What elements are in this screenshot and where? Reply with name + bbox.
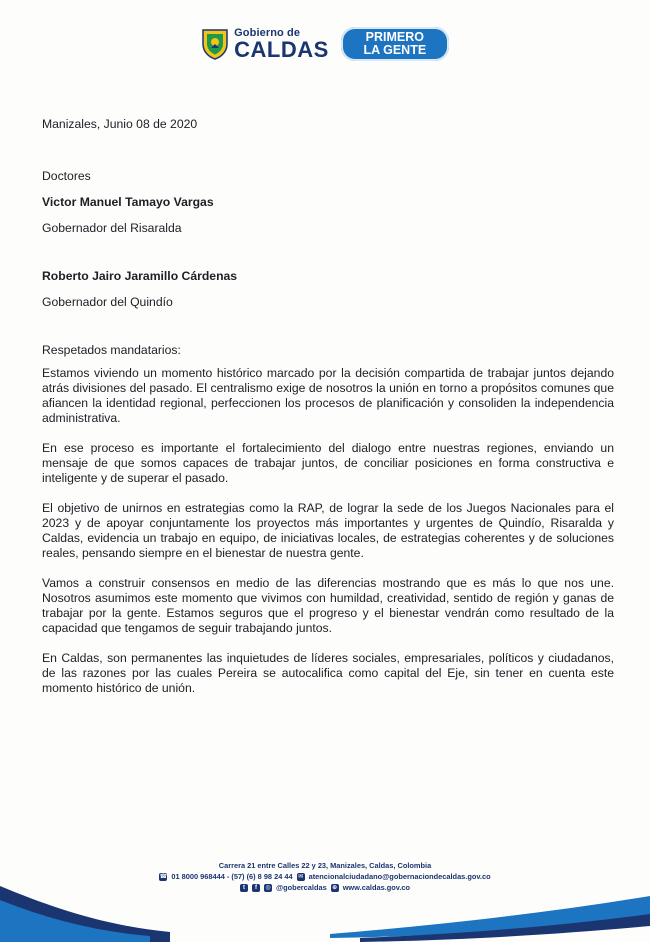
paragraph-3: El objetivo de unirnos en estrategias como la RAP, de lograr la sede de los Juegos Nacionales para el 2023 y de apoyar conjuntamente los proyectos más importantes y urgentes de Quindío, Risaralda y Caldas, evidencia un trabajo en equipo, de iniciativas locales, de estrategias coherentes y de soluciones reales, pensando siempre en el bienestar de nuestra gente. xyxy=(42,501,614,560)
email-icon: ✉ xyxy=(298,873,304,880)
twitter-icon: t xyxy=(240,884,248,892)
paragraph-4: Vamos a construir consensos en medio de las diferencias mostrando que es más lo que nos une. Nosotros asumimos este momento que vivimos con humildad, creatividad, sentido de región y ganas de trabajar por la gente. Estamos seguros que el progreso y el bienestar vendrán como resultado de la capacidad que tengamos de seguir trabajando juntos. xyxy=(42,576,614,635)
salutation: Doctores xyxy=(42,169,91,183)
letterhead xyxy=(0,20,650,68)
pill-line-1: PRIMERO xyxy=(365,29,424,44)
footer-social[interactable]: @gobercaldas xyxy=(275,883,327,892)
recipient-2-title: Gobernador del Quindío xyxy=(42,295,173,309)
caldas-shield-icon xyxy=(201,28,229,60)
caldas-text: CALDAS xyxy=(234,36,329,62)
letter-date: Manizales, Junio 08 de 2020 xyxy=(42,117,198,131)
footer-website[interactable]: www.caldas.gov.co xyxy=(342,883,411,892)
recipient-1-name: Victor Manuel Tamayo Vargas xyxy=(42,195,214,209)
letter-footer xyxy=(0,856,650,942)
footer-email[interactable]: atencionalciudadano@gobernaciondecaldas.gov.co xyxy=(308,872,491,881)
paragraph-5: En Caldas, son permanentes las inquietudes de líderes sociales, empresariales, políticos y ciudadanos, de las razones por las cuales Pereira se autocalifica como capital del Eje, sin tener en cuenta este momento histórico de unión. xyxy=(42,651,614,695)
gobierno-de-text: Gobierno de xyxy=(234,26,301,39)
globe-icon: ⊕ xyxy=(332,884,338,891)
phone-icon: ☎ xyxy=(159,873,168,880)
footer-address: Carrera 21 entre Calles 22 y 23, Manizales, Caldas, Colombia xyxy=(218,861,432,870)
pill-line-2: LA GENTE xyxy=(363,43,427,57)
gobierno-caldas-logo xyxy=(201,28,329,61)
recipient-2-name: Roberto Jairo Jaramillo Cárdenas xyxy=(42,269,238,283)
facebook-icon: f xyxy=(252,884,260,892)
letter-body xyxy=(42,104,614,696)
instagram-icon: ◎ xyxy=(265,884,271,891)
paragraph-1: Estamos viviendo un momento histórico marcado por la decisión compartida de trabajar juntos dejando atrás divisiones del pasado. El centralismo exige de nosotros la unión en torno a propósitos comunes que afiancen la identidad regional, perfeccionen los procesos de planificación y consoliden la independencia administrativa. xyxy=(42,366,614,425)
greeting: Respetados mandatarios: xyxy=(42,343,181,357)
footer-phones: 01 8000 968444 - (57) (6) 8 98 24 44 xyxy=(171,872,293,881)
paragraph-2: En ese proceso es importante el fortalecimiento del dialogo entre nuestras regiones, enviando un mensaje de que somos capaces de trabajar juntos, de conciliar posiciones en forma constructiva e inteligente y de superar el pasado. xyxy=(42,441,614,485)
primero-la-gente-logo xyxy=(341,27,449,61)
recipient-1-title: Gobernador del Risaralda xyxy=(42,221,182,235)
